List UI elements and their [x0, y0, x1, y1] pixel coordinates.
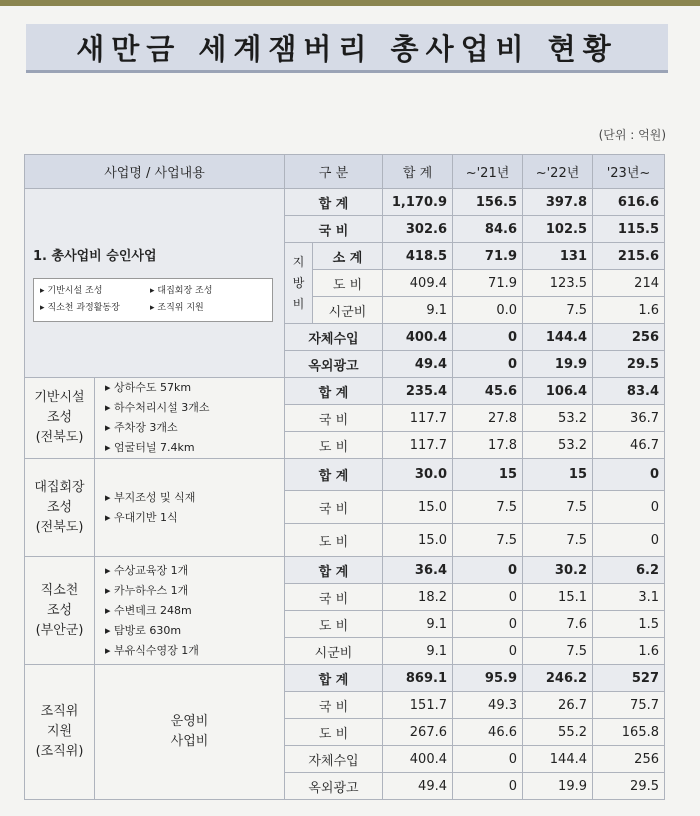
list-item: ▸ 조직위 지원 [150, 302, 204, 313]
table-row [25, 459, 665, 491]
row-label: 도 비 [285, 611, 383, 638]
row-label: 합 계 [285, 378, 383, 405]
cell-y23: 1.6 [593, 638, 665, 665]
cell-y22: 106.4 [523, 378, 593, 405]
cell-y21: 0 [453, 638, 523, 665]
row-label: 국 비 [285, 216, 383, 243]
cell-y22: 102.5 [523, 216, 593, 243]
cell-total: 869.1 [383, 665, 453, 692]
row-label: 자체수입 [285, 324, 383, 351]
list-item: ▸ 부지조성 및 식재 [105, 490, 196, 504]
row-label: 국 비 [285, 692, 383, 719]
list-item: ▸ 직소천 과정활동장 [40, 302, 120, 313]
cell-y22: 7.5 [523, 524, 593, 557]
list-item: ▸ 카누하우스 1개 [105, 583, 189, 597]
cell-y22: 7.5 [523, 297, 593, 324]
row-label: 도 비 [285, 432, 383, 459]
cell-y21: 7.5 [453, 491, 523, 524]
row-label: 소 계 [313, 243, 383, 270]
section5-desc: 운영비 사업비 [95, 665, 285, 800]
section5-name: 조직위 지원 (조직위) [25, 665, 95, 800]
cell-y22: 53.2 [523, 405, 593, 432]
row-label: 옥외광고 [285, 773, 383, 800]
cell-total: 49.4 [383, 773, 453, 800]
list-item: ▸ 우대기반 1식 [105, 510, 178, 524]
unit-note: (단위 : 억원) [598, 128, 666, 142]
header-category: 구 분 [285, 155, 383, 189]
cell-y22: 19.9 [523, 773, 593, 800]
list-item: ▸ 부유식수영장 1개 [105, 643, 199, 657]
cell-total: 418.5 [383, 243, 453, 270]
cell-y21: 46.6 [453, 719, 523, 746]
top-band [0, 0, 700, 6]
cell-y23: 115.5 [593, 216, 665, 243]
row-label: 도 비 [285, 524, 383, 557]
cell-y23: 36.7 [593, 405, 665, 432]
list-item: ▸ 탐방로 630m [105, 623, 182, 637]
header-project: 사업명 / 사업내용 [25, 155, 285, 189]
cell-total: 9.1 [383, 611, 453, 638]
cell-y22: 246.2 [523, 665, 593, 692]
list-item: ▸ 수상교육장 1개 [105, 563, 189, 577]
cell-y22: 144.4 [523, 324, 593, 351]
cell-total: 400.4 [383, 746, 453, 773]
list-item: ▸ 주차장 3개소 [105, 421, 178, 434]
cell-y23: 75.7 [593, 692, 665, 719]
cell-y21: 0 [453, 746, 523, 773]
cell-total: 36.4 [383, 557, 453, 584]
cell-y23: 1.5 [593, 611, 665, 638]
row-label: 국 비 [285, 405, 383, 432]
cell-y23: 165.8 [593, 719, 665, 746]
cell-y21: 156.5 [453, 189, 523, 216]
cell-y21: 0 [453, 557, 523, 584]
section4-items [95, 557, 285, 665]
header-y21: ~'21년 [453, 155, 523, 189]
table-row [25, 557, 665, 584]
cell-y21: 7.5 [453, 524, 523, 557]
list-item: ▸ 수변데크 248m [105, 603, 192, 617]
header-total: 합 계 [383, 155, 453, 189]
cell-y22: 30.2 [523, 557, 593, 584]
cell-total: 302.6 [383, 216, 453, 243]
cell-y23: 6.2 [593, 557, 665, 584]
cell-total: 267.6 [383, 719, 453, 746]
row-label: 도 비 [285, 719, 383, 746]
section3-items [95, 459, 285, 557]
cell-y21: 0 [453, 324, 523, 351]
cell-total: 117.7 [383, 432, 453, 459]
header-y22: ~'22년 [523, 155, 593, 189]
row-label: 시군비 [285, 638, 383, 665]
table-row [25, 189, 665, 216]
cell-y21: 95.9 [453, 665, 523, 692]
cell-y23: 256 [593, 746, 665, 773]
section2-items [95, 378, 285, 459]
cell-y23: 46.7 [593, 432, 665, 459]
cell-y21: 84.6 [453, 216, 523, 243]
list-item: ▸ 엄굴터널 7.4km [105, 441, 195, 454]
cell-y21: 49.3 [453, 692, 523, 719]
cell-total: 1,170.9 [383, 189, 453, 216]
cell-y21: 0 [453, 611, 523, 638]
cell-y21: 0 [453, 584, 523, 611]
cell-y22: 7.6 [523, 611, 593, 638]
cell-y23: 527 [593, 665, 665, 692]
table-row [25, 378, 665, 405]
cell-total: 235.4 [383, 378, 453, 405]
cell-y22: 123.5 [523, 270, 593, 297]
cell-y23: 256 [593, 324, 665, 351]
cell-y21: 15 [453, 459, 523, 491]
table-row [25, 665, 665, 692]
cell-y22: 55.2 [523, 719, 593, 746]
cell-total: 18.2 [383, 584, 453, 611]
cell-total: 151.7 [383, 692, 453, 719]
row-label: 도 비 [313, 270, 383, 297]
cell-y23: 0 [593, 491, 665, 524]
cell-y22: 397.8 [523, 189, 593, 216]
cell-total: 30.0 [383, 459, 453, 491]
cell-total: 117.7 [383, 405, 453, 432]
cell-y23: 215.6 [593, 243, 665, 270]
section1-cell [25, 189, 285, 378]
cell-y21: 71.9 [453, 270, 523, 297]
cell-y22: 26.7 [523, 692, 593, 719]
cell-y21: 0 [453, 351, 523, 378]
section3-name: 대집회장 조성 (전북도) [25, 459, 95, 557]
cell-y22: 53.2 [523, 432, 593, 459]
cell-y21: 27.8 [453, 405, 523, 432]
cell-total: 49.4 [383, 351, 453, 378]
cell-total: 9.1 [383, 638, 453, 665]
cell-y23: 214 [593, 270, 665, 297]
local-funds-label: 지 방 비 [285, 243, 313, 324]
row-label: 국 비 [285, 584, 383, 611]
cell-y21: 45.6 [453, 378, 523, 405]
row-label: 합 계 [285, 665, 383, 692]
cell-y23: 616.6 [593, 189, 665, 216]
cell-total: 400.4 [383, 324, 453, 351]
cell-y23: 29.5 [593, 773, 665, 800]
cell-y22: 7.5 [523, 638, 593, 665]
cell-y21: 0.0 [453, 297, 523, 324]
cell-y23: 0 [593, 524, 665, 557]
row-label: 합 계 [285, 189, 383, 216]
cell-total: 15.0 [383, 524, 453, 557]
list-item: ▸ 기반시설 조성 [40, 285, 103, 296]
budget-table [24, 154, 665, 800]
list-item: ▸ 상하수도 57km [105, 381, 192, 394]
cell-y23: 83.4 [593, 378, 665, 405]
cell-total: 15.0 [383, 491, 453, 524]
cell-y23: 0 [593, 459, 665, 491]
cell-y22: 15.1 [523, 584, 593, 611]
row-label: 국 비 [285, 491, 383, 524]
cell-total: 409.4 [383, 270, 453, 297]
cell-y21: 0 [453, 773, 523, 800]
cell-y22: 131 [523, 243, 593, 270]
section1-title: 1. 총사업비 승인사업 [33, 248, 157, 264]
section4-name: 직소천 조성 (부안군) [25, 557, 95, 665]
section1-items-box [33, 278, 273, 322]
header-y23: '23년~ [593, 155, 665, 189]
row-label: 자체수입 [285, 746, 383, 773]
cell-y22: 7.5 [523, 491, 593, 524]
cell-total: 9.1 [383, 297, 453, 324]
list-item: ▸ 대집회장 조성 [150, 285, 213, 296]
row-label: 시군비 [313, 297, 383, 324]
row-label: 합 계 [285, 557, 383, 584]
row-label: 옥외광고 [285, 351, 383, 378]
list-item: ▸ 하수처리시설 3개소 [105, 401, 210, 414]
cell-y23: 3.1 [593, 584, 665, 611]
section2-name: 기반시설 조성 (전북도) [25, 378, 95, 459]
cell-y21: 17.8 [453, 432, 523, 459]
cell-y23: 29.5 [593, 351, 665, 378]
cell-y21: 71.9 [453, 243, 523, 270]
cell-y23: 1.6 [593, 297, 665, 324]
cell-y22: 19.9 [523, 351, 593, 378]
row-label: 합 계 [285, 459, 383, 491]
cell-y22: 144.4 [523, 746, 593, 773]
cell-y22: 15 [523, 459, 593, 491]
header-row [25, 155, 665, 189]
page-title: 새만금 세계잼버리 총사업비 현황 [26, 24, 668, 73]
